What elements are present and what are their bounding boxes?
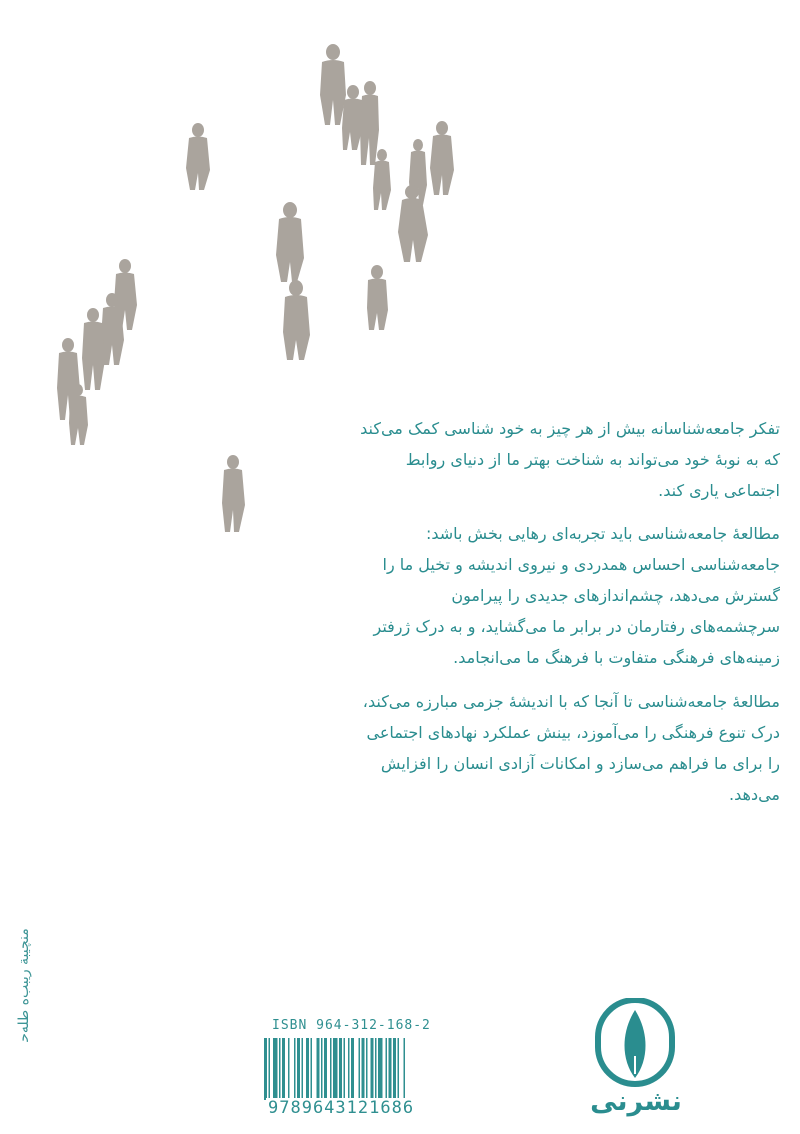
isbn-label: ISBN 964-312-168-2 [272,1018,431,1033]
third-paragraph [255,686,780,810]
paragraph-line: سرچشمه‌های رفتارمان در برابر ما می‌گشاید، و به درک ژرفتر [373,617,780,636]
paragraph-line: درک تنوع فرهنگی را می‌آموزد، بینش عملکرد نهادهای اجتماعی [366,723,780,742]
figure [360,81,379,165]
figure [186,123,210,190]
figure [82,308,105,390]
paragraph-line: اجتماعی یاری کند. [658,481,780,500]
figure [430,121,454,195]
figure [283,280,310,360]
intro-paragraph [255,413,780,506]
spine-text [8,910,40,1060]
figure [320,44,346,125]
paragraph-line: زمینه‌های فرهنگی متفاوت با فرهنگ ما می‌انجامد. [453,648,780,667]
barcode-bars [264,1038,405,1100]
figure [367,265,388,330]
spine-label: ﻣﻨﭽﯿﺒﺔ ﺭﯾﺒﺐﻩ ﻃﻠﻪﺣ [16,928,32,1042]
paragraph-line: جامعه‌شناسی احساس همدردی و نیروی اندیشه و تخیل ما را [382,555,780,574]
paragraph-line: می‌دهد. [729,785,780,804]
paragraph-line: که به نوبهٔ خود می‌تواند به شناخت بهتر ما از دنیای روابط [405,450,780,469]
barcode-number: 9789643121686 [268,1098,415,1118]
figure [222,455,245,532]
paragraph-line: را برای ما فراهم می‌سازد و امکانات آزادی انسان را افزایش [380,754,780,773]
paragraph-line: گسترش می‌دهد، چشم‌اندازهای جدیدی را پیرامون [451,586,780,605]
paragraph-line: تفکر جامعه‌شناسانه بیش از هر چیز به خود شناسی کمک می‌کند [360,419,780,438]
paragraph-line: مطالعهٔ جامعه‌شناسی تا آنجا که با اندیشهٔ جزمی مبارزه می‌کند، [362,692,780,711]
publisher-name: نشرنی [590,1086,682,1117]
figure [276,202,304,282]
second-paragraph [255,518,780,673]
paragraph-line: مطالعهٔ جامعه‌شناسی باید تجربه‌ای رهایی بخش باشد: [425,524,780,543]
